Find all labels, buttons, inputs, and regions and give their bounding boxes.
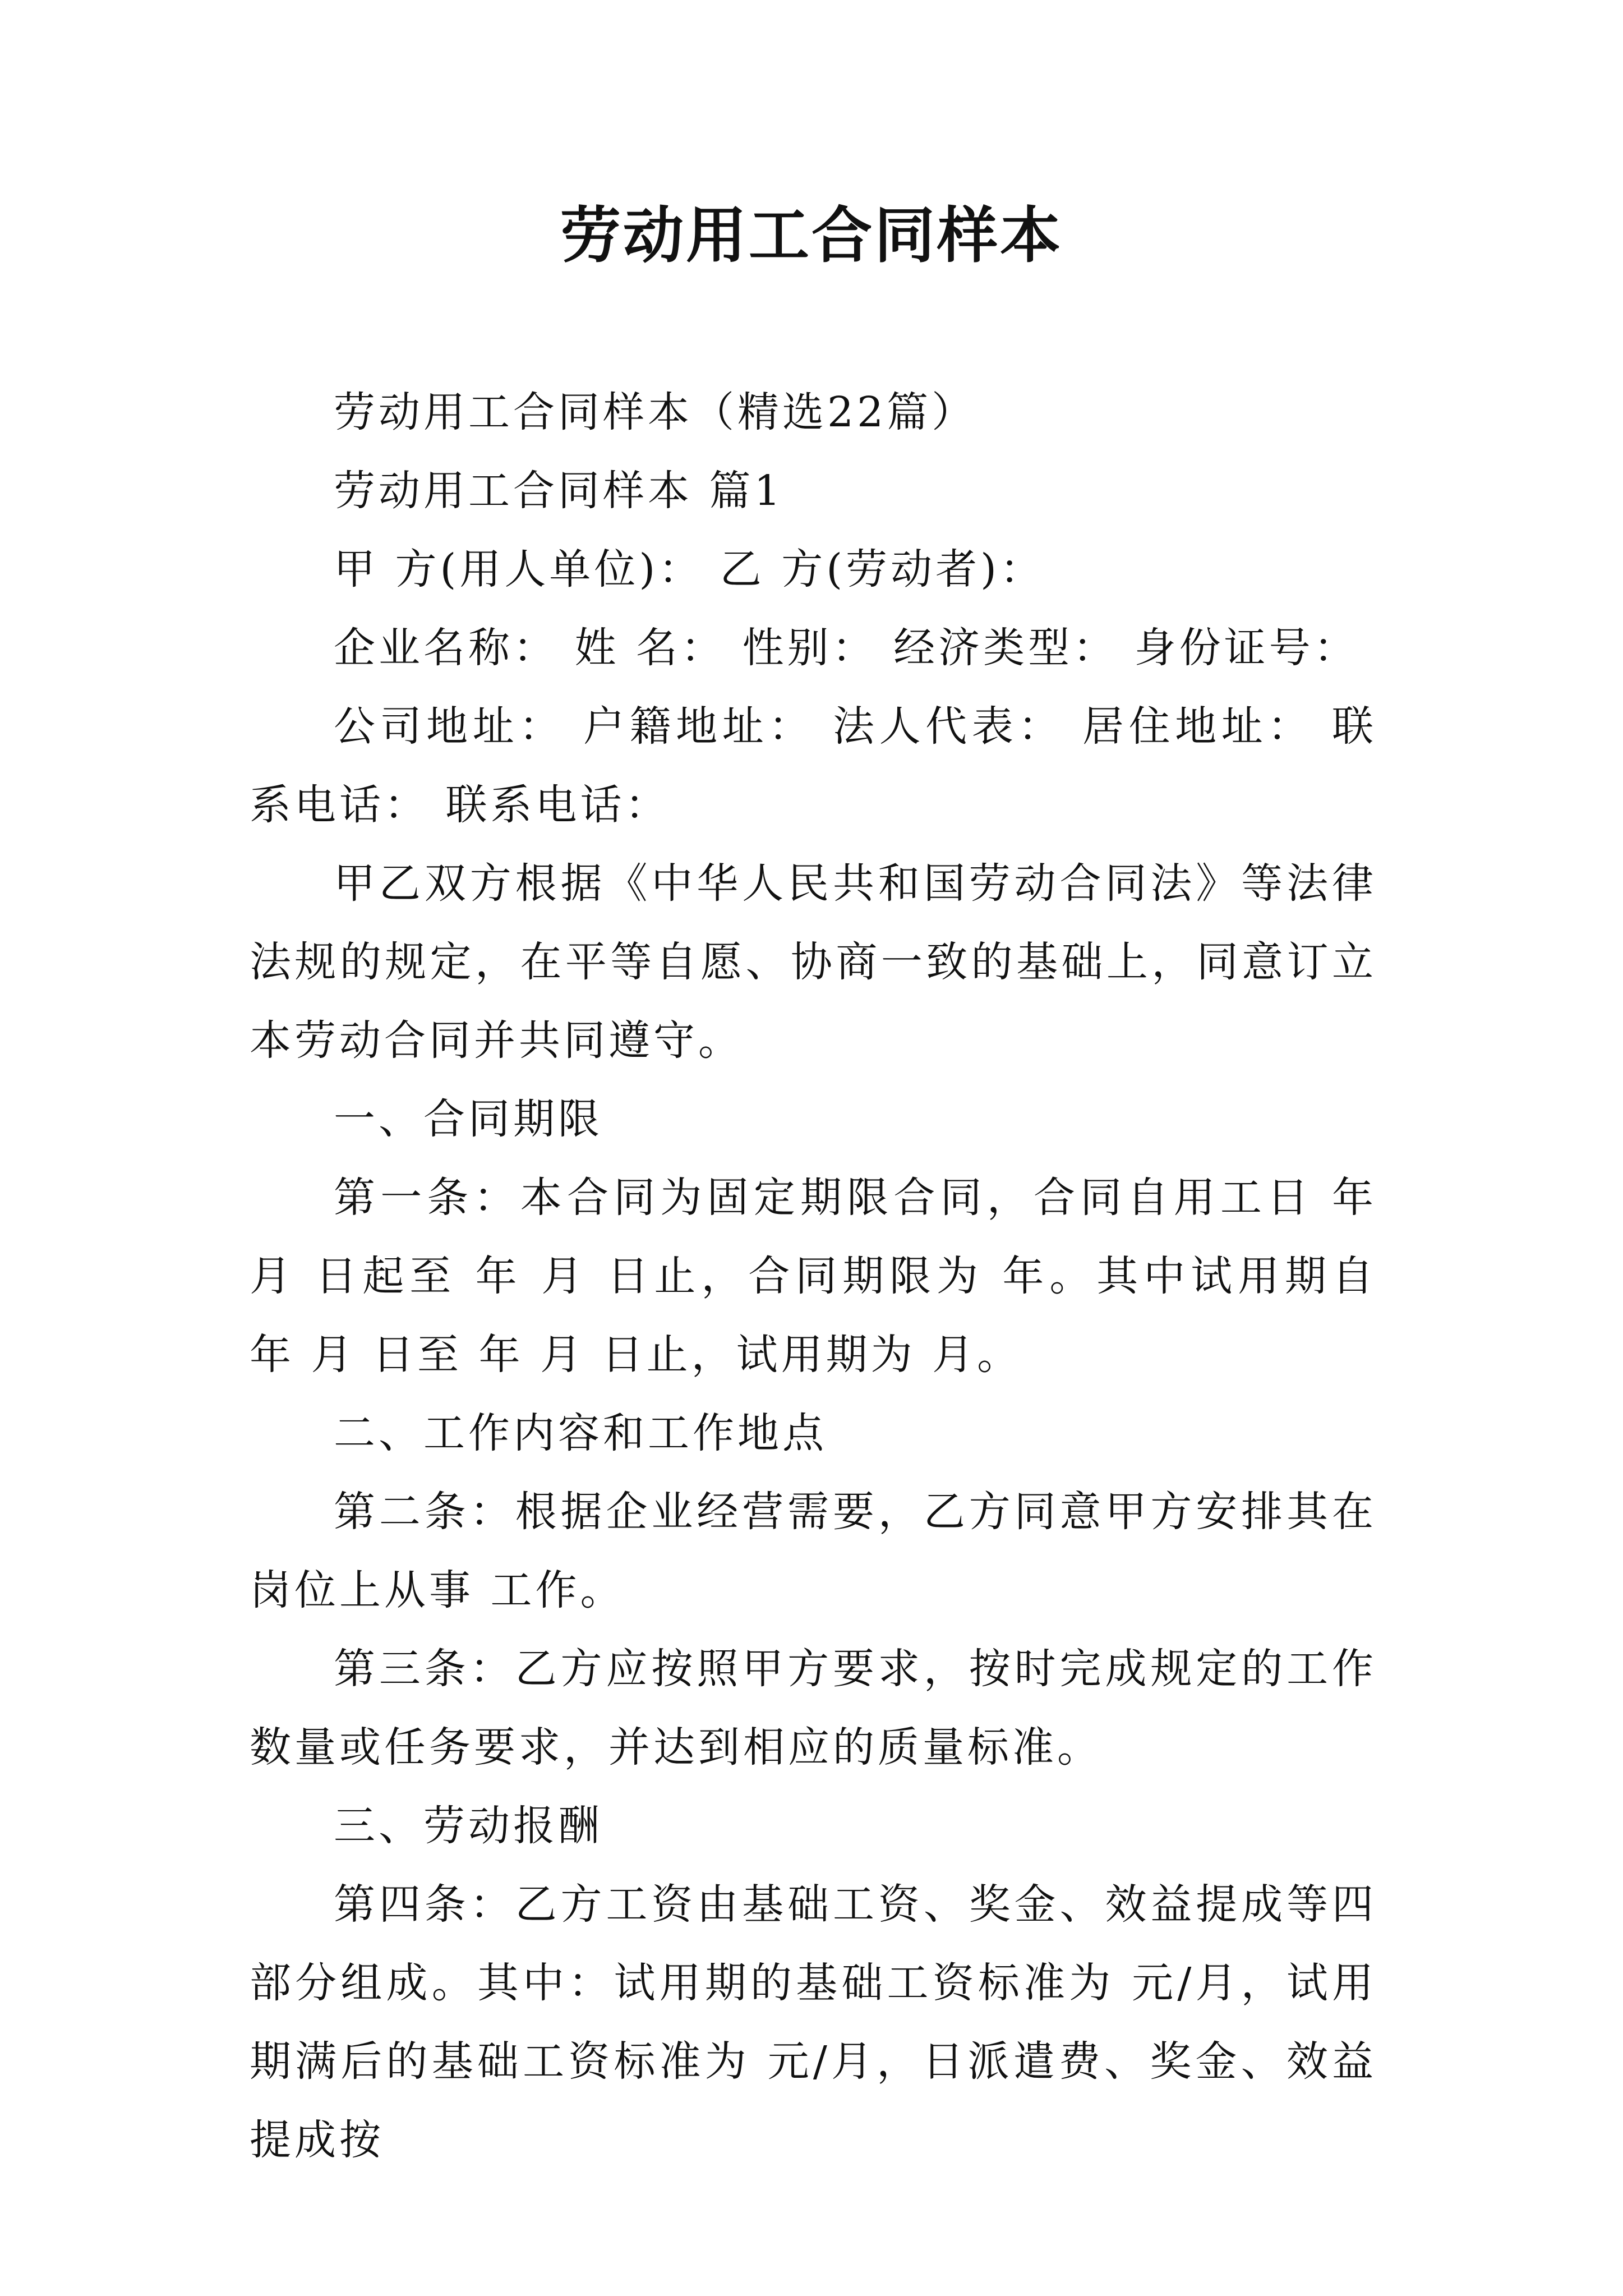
- paragraph-heading-work: 二、工作内容和工作地点: [334, 1409, 827, 1457]
- paragraph-article-2: 第二条：根据企业经营需要，乙方同意甲方安排其在岗位上从事 工作。: [250, 1488, 1377, 1614]
- paragraph-party-fields: 企业名称： 姓 名： 性别： 经济类型： 身份证号：: [334, 624, 1359, 672]
- paragraph-heading-term: 一、合同期限: [334, 1095, 603, 1143]
- paragraph-address-fields: 公司地址： 户籍地址： 法人代表： 居住地址： 联系电话： 联系电话：: [250, 702, 1377, 829]
- document-title: 劳动用工合同样本: [560, 200, 1063, 271]
- paragraph-section-heading: 劳动用工合同样本 篇1: [334, 467, 784, 515]
- paragraph-heading-pay: 三、劳动报酬: [334, 1802, 603, 1850]
- paragraph-preamble: 甲乙双方根据《中华人民共和国劳动合同法》等法律法规的规定，在平等自愿、协商一致的基础上，同意订立本劳动合同并共同遵守。: [250, 859, 1377, 1065]
- paragraph-subtitle: 劳动用工合同样本（精选22篇）: [334, 388, 977, 436]
- paragraph-article-1: 第一条：本合同为固定期限合同，合同自用工日 年 月 日起至 年 月 日止，合同期限为 年。其中试用期自 年 月 日至 年 月 日止，试用期为 月。: [250, 1174, 1377, 1379]
- paragraph-article-4: 第四条：乙方工资由基础工资、奖金、效益提成等四部分组成。其中：试用期的基础工资标准为 元/月，试用期满后的基础工资标准为 元/月，日派遣费、奖金、效益提成按: [250, 1880, 1377, 2164]
- paragraph-article-3: 第三条：乙方应按照甲方要求，按时完成规定的工作数量或任务要求，并达到相应的质量标准。: [250, 1645, 1377, 1772]
- paragraph-parties: 甲 方(用人单位)： 乙 方(劳动者)：: [334, 545, 1045, 593]
- document-body: [250, 373, 1377, 2179]
